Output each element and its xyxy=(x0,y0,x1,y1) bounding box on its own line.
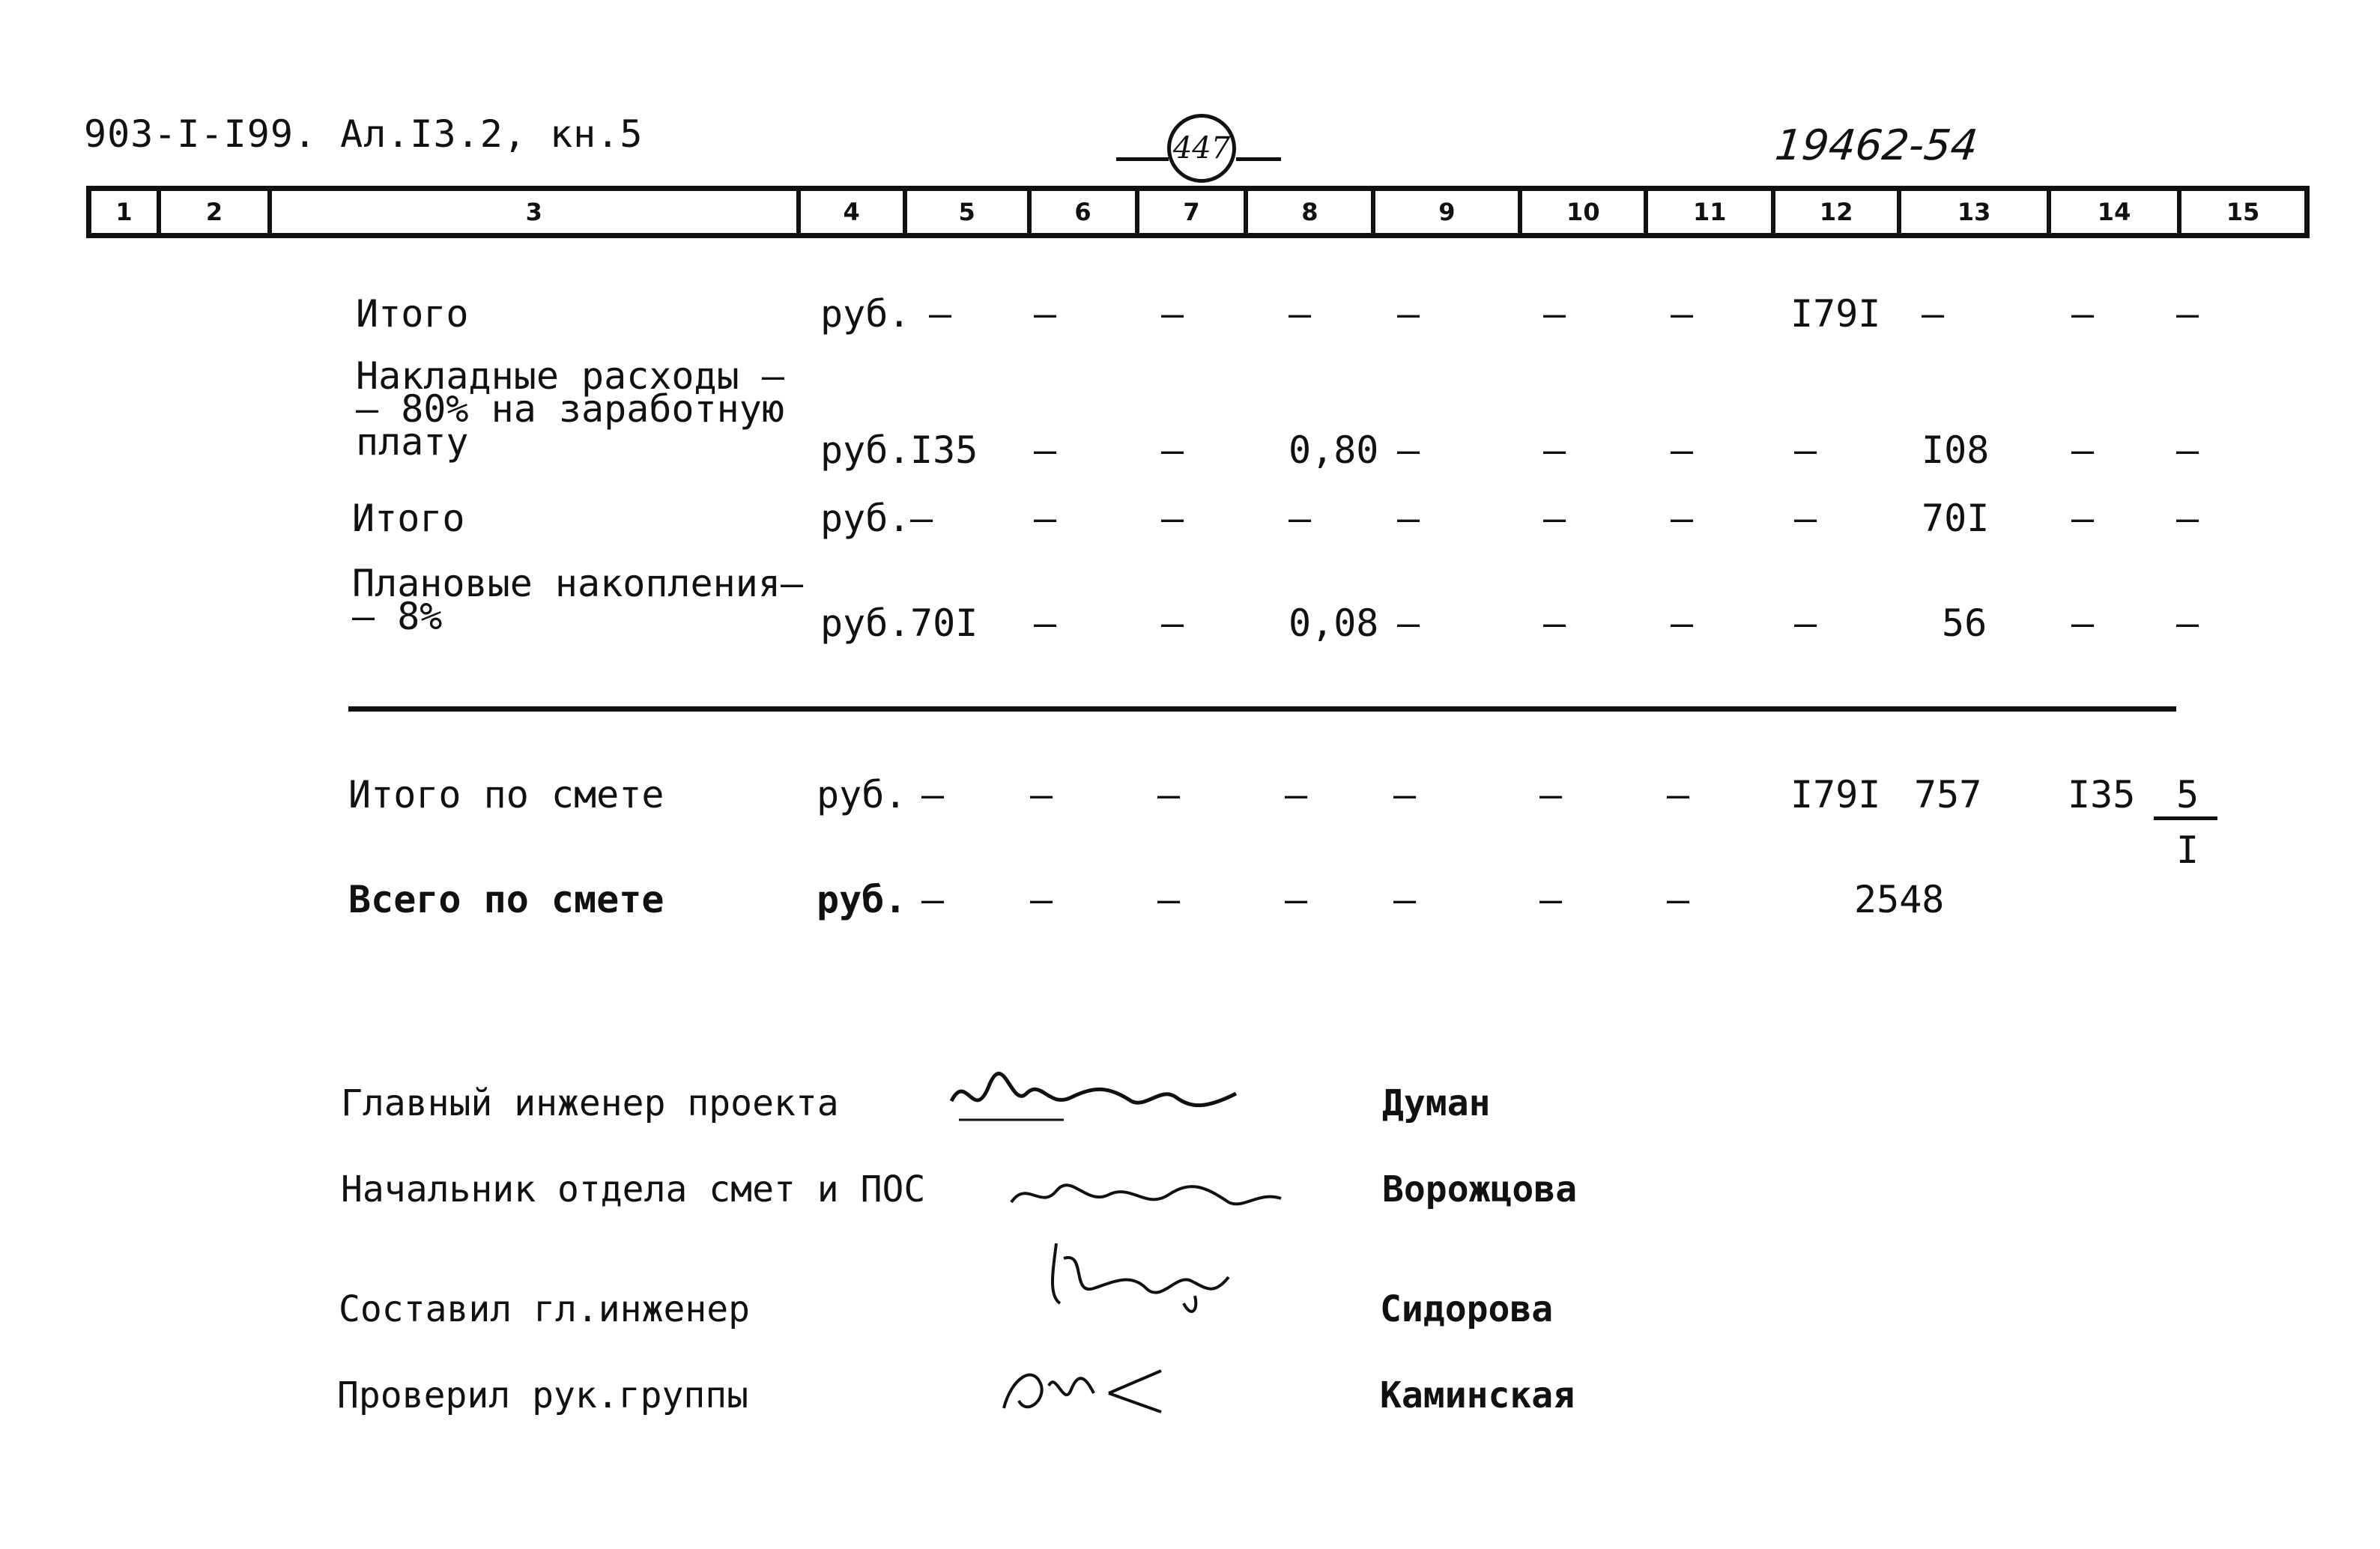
cell-col7: – xyxy=(1157,773,1181,816)
cell-col9: – xyxy=(1393,878,1417,921)
signature-name: Ворожцова xyxy=(1382,1168,1578,1210)
document-code: 903-I-I99. Ал.I3.2, кн.5 xyxy=(84,112,644,156)
row-label: Всего по смете xyxy=(348,878,664,921)
cell-col7: – xyxy=(1161,292,1184,336)
cell-col13: I08 xyxy=(1922,428,1990,472)
row-label-line: плату xyxy=(356,420,469,464)
column-number: 1 xyxy=(91,191,161,233)
cell-col5: – xyxy=(910,497,933,540)
cell-col5: – xyxy=(929,292,952,336)
cell-col8: – xyxy=(1289,497,1312,540)
cell-col12: – xyxy=(1794,497,1817,540)
unit: руб. xyxy=(820,497,911,540)
row-label xyxy=(356,354,784,464)
fraction-numerator: 5 xyxy=(2176,773,2199,816)
cell-col10: – xyxy=(1539,773,1563,816)
cell-col15: – xyxy=(2176,428,2199,472)
cell-col5: – xyxy=(921,878,945,921)
cell-col6: – xyxy=(1030,878,1053,921)
page-number-stamp xyxy=(1116,112,1303,195)
column-number: 15 xyxy=(2226,198,2260,226)
column-number: 3 xyxy=(272,191,801,233)
cell-col8: 0,08 xyxy=(1289,601,1379,645)
signature-role: Составил гл.инженер xyxy=(339,1288,751,1330)
cell-col13: 56 xyxy=(1942,601,1987,645)
cell-col15: – xyxy=(2176,292,2199,336)
cell-col6: – xyxy=(1034,601,1057,645)
cell-col9: – xyxy=(1397,601,1420,645)
row-label-line: – 80% на заработную xyxy=(356,387,784,431)
cell-col14: – xyxy=(2071,428,2095,472)
cell-col14: – xyxy=(2071,292,2095,336)
cell-col12: – xyxy=(1794,601,1817,645)
total-divider-rule xyxy=(348,706,2176,712)
page-number-dash-left xyxy=(1116,157,1169,161)
cell-col9: – xyxy=(1397,292,1420,336)
signature-role: Главный инженер проекта xyxy=(341,1082,839,1124)
row-label: Итого xyxy=(352,497,465,540)
cell-col6: – xyxy=(1030,773,1053,816)
unit: руб. xyxy=(817,773,907,816)
cell-col10: – xyxy=(1539,878,1563,921)
unit: руб. xyxy=(820,601,911,645)
cell-col5: 70I xyxy=(910,601,978,645)
cell-col8: – xyxy=(1285,773,1308,816)
cell-col12: I79I xyxy=(1790,773,1881,816)
grand-total: 2548 xyxy=(1854,878,1945,921)
cell-col5: I35 xyxy=(910,428,978,472)
cell-col7: – xyxy=(1157,878,1181,921)
cell-col15: – xyxy=(2176,497,2199,540)
row-label-line: – 8% xyxy=(352,595,443,638)
cell-col12: I79I xyxy=(1790,292,1881,336)
cell-col13: 757 xyxy=(1914,773,1982,816)
column-number: 8 xyxy=(1248,191,1375,233)
cell-col8: 0,80 xyxy=(1289,428,1379,472)
handwritten-signature xyxy=(1004,1165,1289,1228)
cell-col6: – xyxy=(1034,497,1057,540)
signature-role: Проверил рук.группы xyxy=(337,1374,749,1416)
cell-col7: – xyxy=(1161,428,1184,472)
cell-col11: – xyxy=(1667,773,1690,816)
cell-col9: – xyxy=(1397,497,1420,540)
column-number: 13 xyxy=(1901,191,2051,233)
cell-col8: – xyxy=(1289,292,1312,336)
cell-col14: – xyxy=(2071,601,2095,645)
cell-col12: – xyxy=(1794,428,1817,472)
column-number: 10 xyxy=(1522,191,1648,233)
column-number: 5 xyxy=(907,191,1032,233)
cell-col9: – xyxy=(1397,428,1420,472)
page-number: 447 xyxy=(1167,114,1236,183)
cell-col8: – xyxy=(1285,878,1308,921)
handwritten-signature xyxy=(1041,1236,1236,1329)
signature-name: Сидорова xyxy=(1380,1288,1554,1330)
cell-col11: – xyxy=(1667,878,1690,921)
column-number: 6 xyxy=(1032,191,1139,233)
handwritten-signature xyxy=(989,1348,1169,1434)
cell-col10: – xyxy=(1543,497,1566,540)
row-label: Итого по смете xyxy=(348,773,664,816)
cell-col14: I35 xyxy=(2068,773,2136,816)
cell-col13: 70I xyxy=(1922,497,1990,540)
column-number: 11 xyxy=(1648,191,1775,233)
cell-col9: – xyxy=(1393,773,1417,816)
cell-col6: – xyxy=(1034,428,1057,472)
cell-col11: – xyxy=(1671,497,1694,540)
fraction-bar xyxy=(2154,816,2217,820)
signature-name: Думан xyxy=(1382,1082,1491,1124)
cell-col11: – xyxy=(1671,292,1694,336)
column-number: 7 xyxy=(1139,191,1249,233)
row-label-line: Накладные расходы – xyxy=(356,354,784,398)
column-number: 12 xyxy=(1775,191,1901,233)
row-label: Итого xyxy=(356,292,469,336)
column-number-header xyxy=(86,186,2310,238)
cell-col10: – xyxy=(1543,601,1566,645)
cell-col7: – xyxy=(1161,601,1184,645)
column-number: 14 xyxy=(2051,191,2181,233)
signature-role: Начальник отдела смет и ПОС xyxy=(341,1168,926,1210)
handwritten-signature xyxy=(936,1056,1251,1142)
column-number: 4 xyxy=(801,191,907,233)
cell-col11: – xyxy=(1671,601,1694,645)
cell-col14: – xyxy=(2071,497,2095,540)
cell-col7: – xyxy=(1161,497,1184,540)
signature-name: Каминская xyxy=(1380,1374,1575,1416)
column-number: 2 xyxy=(161,191,272,233)
cell-col11: – xyxy=(1671,428,1694,472)
cell-col6: – xyxy=(1034,292,1057,336)
cell-col15: – xyxy=(2176,601,2199,645)
row-label xyxy=(352,562,804,638)
page-number-dash-right xyxy=(1236,157,1281,161)
column-number: 9 xyxy=(1375,191,1522,233)
row-label-line: Плановые накопления– xyxy=(352,562,804,605)
unit: руб. xyxy=(817,878,907,921)
cell-col10: – xyxy=(1543,292,1566,336)
unit: руб. xyxy=(820,292,911,336)
archive-number: 19462-54 xyxy=(1772,121,1981,170)
fraction-denominator: I xyxy=(2176,828,2199,872)
cell-col5: – xyxy=(921,773,945,816)
cell-col13: – xyxy=(1922,292,1945,336)
unit: руб. xyxy=(820,428,911,472)
cell-col10: – xyxy=(1543,428,1566,472)
